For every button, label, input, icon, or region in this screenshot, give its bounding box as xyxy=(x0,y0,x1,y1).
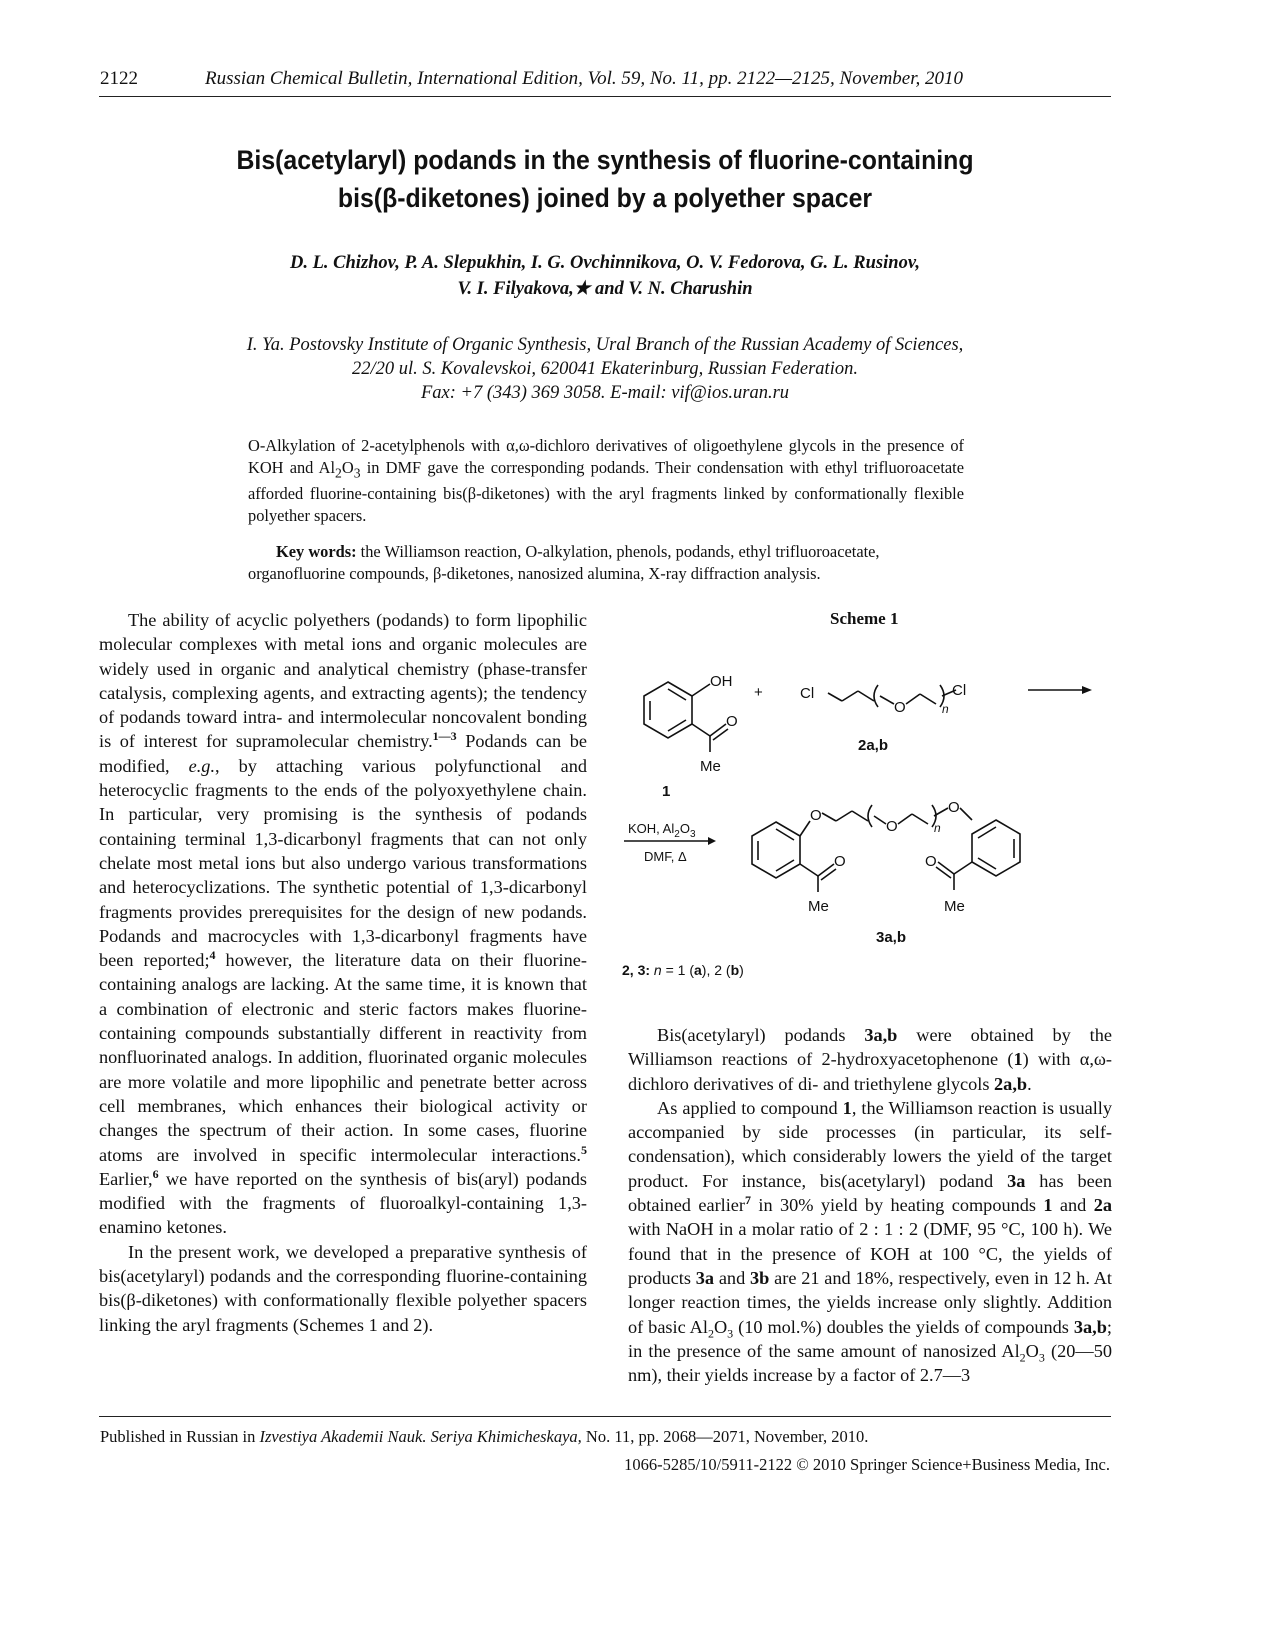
bond xyxy=(920,694,936,704)
abstract xyxy=(248,435,964,526)
text-run: we have reported on the synthesis of bis(aryl) podands modified with the fragments of fluoroalkyl-containing 1,3-enamino ketones. xyxy=(99,1168,587,1238)
compound-ref: 1 xyxy=(1043,1195,1053,1216)
atom-label: OH xyxy=(710,673,733,690)
atom-label: O xyxy=(948,799,960,816)
bond xyxy=(954,862,972,874)
compound-ref: 1 xyxy=(842,1097,852,1118)
abstract-text-2: O xyxy=(341,457,354,477)
compound-label: 2a,b xyxy=(858,737,889,754)
paragraph xyxy=(628,1096,1112,1388)
bond xyxy=(912,814,928,824)
bond xyxy=(938,862,954,874)
copyright-line: 1066-5285/10/5911-2122 © 2010 Springer Science+Business Media, Inc. xyxy=(624,1455,1110,1474)
text-run: and xyxy=(1052,1195,1094,1216)
benzene-ring xyxy=(972,820,1020,876)
compound-label: 3a,b xyxy=(876,929,907,946)
authors-line-2: V. I. Filyakova,★ and V. N. Charushin xyxy=(457,279,753,299)
bond xyxy=(874,816,886,824)
text-run: . xyxy=(1027,1073,1032,1094)
subscript-n: n xyxy=(942,702,949,716)
paragraph xyxy=(99,608,587,1240)
abstract-text-1: O-Alkylation of 2-acetylphenols with α,ω-dichloro derivatives of oligoethylene glycols in the presence of KOH and Al xyxy=(248,436,964,477)
compound-ref: 2a xyxy=(1093,1195,1112,1216)
atom-label: Me xyxy=(944,898,965,915)
subscript: 3 xyxy=(1038,1350,1045,1365)
compound-ref: 3a,b xyxy=(1073,1316,1107,1337)
body-right-column xyxy=(628,1023,1112,1387)
affiliation xyxy=(100,333,1110,405)
bond xyxy=(842,691,858,701)
text-run: Podands can be modified, xyxy=(99,731,588,776)
bond xyxy=(858,691,874,701)
text-run: O xyxy=(1025,1340,1039,1361)
bond xyxy=(880,696,894,704)
reaction-scheme xyxy=(620,640,1115,1020)
bond xyxy=(713,729,728,740)
bond xyxy=(800,821,810,836)
bond xyxy=(836,811,852,821)
bond xyxy=(821,869,836,880)
arrow-head xyxy=(1082,686,1092,694)
subscript: 3 xyxy=(727,1326,734,1341)
article-title xyxy=(140,141,1069,217)
text-run: No. 11, pp. 2068—2071, November, 2010. xyxy=(581,1427,869,1446)
text-run: (20—50 nm), their yields increase by a factor of 2.7—3 xyxy=(628,1340,1112,1386)
reference-citation: 1—3 xyxy=(432,729,457,744)
authors-line-1: D. L. Chizhov, P. A. Slepukhin, I. G. Ovchinnikova, O. V. Fedorova, G. L. Rusinov, xyxy=(290,253,920,273)
text-run: (10 mol.%) doubles the yields of compounds xyxy=(733,1316,1074,1337)
text-run: Bis(acetylaryl) podands xyxy=(657,1025,865,1045)
compound-ref: 3b xyxy=(750,1267,770,1288)
body-left-column xyxy=(99,608,587,1337)
page-number: 2122 xyxy=(100,68,138,89)
text-run: were obtained by the Williamson reactions of 2-hydroxyacetophenone ( xyxy=(628,1025,1112,1070)
bond xyxy=(898,814,912,824)
abstract-sub: 3 xyxy=(353,464,361,480)
arrow-head xyxy=(708,837,716,845)
compound-ref: 2a,b xyxy=(994,1073,1028,1094)
compound-ref: 3a xyxy=(695,1267,715,1288)
bond xyxy=(960,808,972,820)
scheme-title: Scheme 1 xyxy=(830,609,899,628)
bond xyxy=(828,693,842,701)
text-run: and xyxy=(714,1267,751,1288)
text-run: Earlier, xyxy=(99,1168,153,1189)
text-run: however, the literature data on their fluorine-containing analogs are lacking. At the same time, it is known that a combination of electronic and steric factors makes fluorine-containing compounds substantially different in reactivity from nonfluorinated analogs. In addition, fluorinated organic molecules are more volatile and more lipophilic and penetrate better across cell membranes, which enhances their biological activity or changes the spectrum of their action. In some cases, fluorine atoms are involved in specific intermolecular interactions. xyxy=(99,950,587,1165)
header-rule xyxy=(99,96,1111,97)
text-run: has been obtained earlier xyxy=(628,1170,1112,1216)
plus-sign: + xyxy=(754,684,763,701)
bond xyxy=(692,684,710,696)
benzene-ring xyxy=(752,822,800,878)
atom-label: O xyxy=(810,807,822,824)
reference-citation: 5 xyxy=(581,1142,587,1157)
bond xyxy=(822,813,836,821)
conditions-label: DMF, Δ xyxy=(644,849,687,864)
atom-label: O xyxy=(834,853,846,870)
subscript: 2 xyxy=(707,1326,714,1341)
compound-ref: 1 xyxy=(1013,1049,1023,1070)
bond xyxy=(692,724,710,736)
authors xyxy=(100,250,1110,302)
repeat-bracket xyxy=(868,805,872,827)
atom-label: Cl xyxy=(952,682,967,699)
atom-label: O xyxy=(894,699,906,716)
bond xyxy=(800,864,818,876)
text-run: ; in the presence of the same amount of nanosized Al xyxy=(628,1316,1112,1361)
paragraph xyxy=(628,1023,1112,1096)
title-line-1: Bis(acetylaryl) podands in the synthesis of fluorine-containing xyxy=(236,145,974,175)
compound-ref: 3a,b xyxy=(864,1025,898,1045)
affiliation-line-2: 22/20 ul. S. Kovalevskoi, 620041 Ekaterinburg, Russian Federation. xyxy=(352,359,858,379)
text-run: Izvestiya Akademii Nauk. Seriya Khimicheskaya, xyxy=(259,1427,582,1446)
scheme-legend: 2, 3: n = 1 (a), 2 (b) xyxy=(622,962,744,978)
abstract-text-3: in DMF gave the corresponding podands. Their condensation with ethyl trifluoroacetate afforded fluorine-containing bis(β-diketones) with the aryl fragments linked by conformationally flexible polyether spacers. xyxy=(248,457,964,525)
abstract-sub: 2 xyxy=(335,464,342,480)
publication-note xyxy=(100,1427,868,1447)
atom-label: Me xyxy=(700,758,721,775)
benzene-ring xyxy=(644,682,692,738)
text-run: Published in Russian in xyxy=(100,1427,260,1446)
journal-header: Russian Chemical Bulletin, International Edition, Vol. 59, No. 11, pp. 2122—2125, November, 2010 xyxy=(205,68,964,89)
affiliation-line-1: I. Ya. Postovsky Institute of Organic Synthesis, Ural Branch of the Russian Academy of Sciences, xyxy=(246,335,964,355)
text-run: As applied to compound xyxy=(657,1097,843,1118)
atom-label: O xyxy=(886,818,898,835)
reference-citation: 7 xyxy=(745,1192,752,1207)
compound-label: 1 xyxy=(662,783,671,800)
reference-citation: 4 xyxy=(209,948,216,963)
bond xyxy=(818,864,834,876)
atom-label: Me xyxy=(808,898,829,915)
text-run: O xyxy=(713,1316,728,1337)
atom-label: O xyxy=(726,713,738,730)
text-run: are 21 and 18%, respectively, even in 12 h. At longer reaction times, the yields increase only slightly. Addition of basic Al xyxy=(628,1267,1112,1337)
text-run: , by attaching various polyfunctional and heterocyclic fragments to the ends of the polyoxyethylene chain. In particular, very promising is the synthesis of podands containing terminal 1,3-dicarbonyl fragments that can not only chelate most metal ions but also undergo various transformations and heterocyclizations. The synthetic potential of 1,3-dicarbonyl fragments provides prerequisites for the design of new podands. Podands and macrocycles with 1,3-dicarbonyl fragments have been reported; xyxy=(99,755,587,971)
bond xyxy=(906,694,920,704)
keywords xyxy=(248,541,964,584)
footer-rule xyxy=(99,1416,1111,1417)
text-run: with NaOH in a molar ratio of 2 : 1 : 2 (DMF, 95 °C, 100 h). We found that in the presence of KOH at 100 °C, the yields of products xyxy=(628,1219,1112,1288)
atom-label: Cl xyxy=(800,685,815,702)
reference-citation: 6 xyxy=(152,1166,159,1181)
text-run: ) with α,ω-dichloro derivatives of di- and triethylene glycols xyxy=(628,1049,1113,1094)
keywords-text: the Williamson reaction, O-alkylation, phenols, podands, ethyl trifluoroacetate, organofluorine compounds, β-diketones, nanosized alumina, X-ray diffraction analysis. xyxy=(248,542,880,583)
text-run: , the Williamson reaction is usually accompanied by side processes (in particular, its self-condensation), which considerably lowers the yield of the target product. For instance, bis(acetylaryl) podand xyxy=(628,1097,1112,1191)
affiliation-line-3: Fax: +7 (343) 369 3058. E-mail: vif@ios.uran.ru xyxy=(420,383,790,403)
text-run: in 30% yield by heating compounds xyxy=(751,1195,1044,1216)
repeat-bracket xyxy=(874,685,878,707)
compound-ref: 3a xyxy=(1007,1170,1026,1191)
subscript: 2 xyxy=(1019,1350,1026,1365)
atom-label: O xyxy=(925,853,937,870)
subscript-n: n xyxy=(934,821,941,835)
reagent-label: KOH, $Al_2O_3$ xyxy=(628,821,696,840)
text-run: The ability of acyclic polyethers (podands) to form lipophilic molecular complexes with metal ions and organic molecules are widely used in organic and analytical chemistry (phase-transfer catalysis, complexing agents, and extracting agents); the tendency of podands toward intra- and intermolecular noncovalent bonding is of interest for supramolecular chemistry. xyxy=(99,610,587,752)
paragraph: In the present work, we developed a preparative synthesis of bis(acetylaryl) podands and the corresponding fluorine-containing bis(β-diketones) with conformationally flexible polyether spacers linking the aryl fragments (Schemes 1 and 2). xyxy=(99,1241,587,1335)
bond xyxy=(710,724,726,736)
title-line-2: bis(β-diketones) joined by a polyether spacer xyxy=(337,183,873,213)
scheme-1 xyxy=(620,640,1115,1020)
keywords-label: Key words: xyxy=(276,542,357,561)
bond xyxy=(852,811,868,821)
text-run: e.g. xyxy=(188,755,216,776)
bond xyxy=(936,867,951,878)
